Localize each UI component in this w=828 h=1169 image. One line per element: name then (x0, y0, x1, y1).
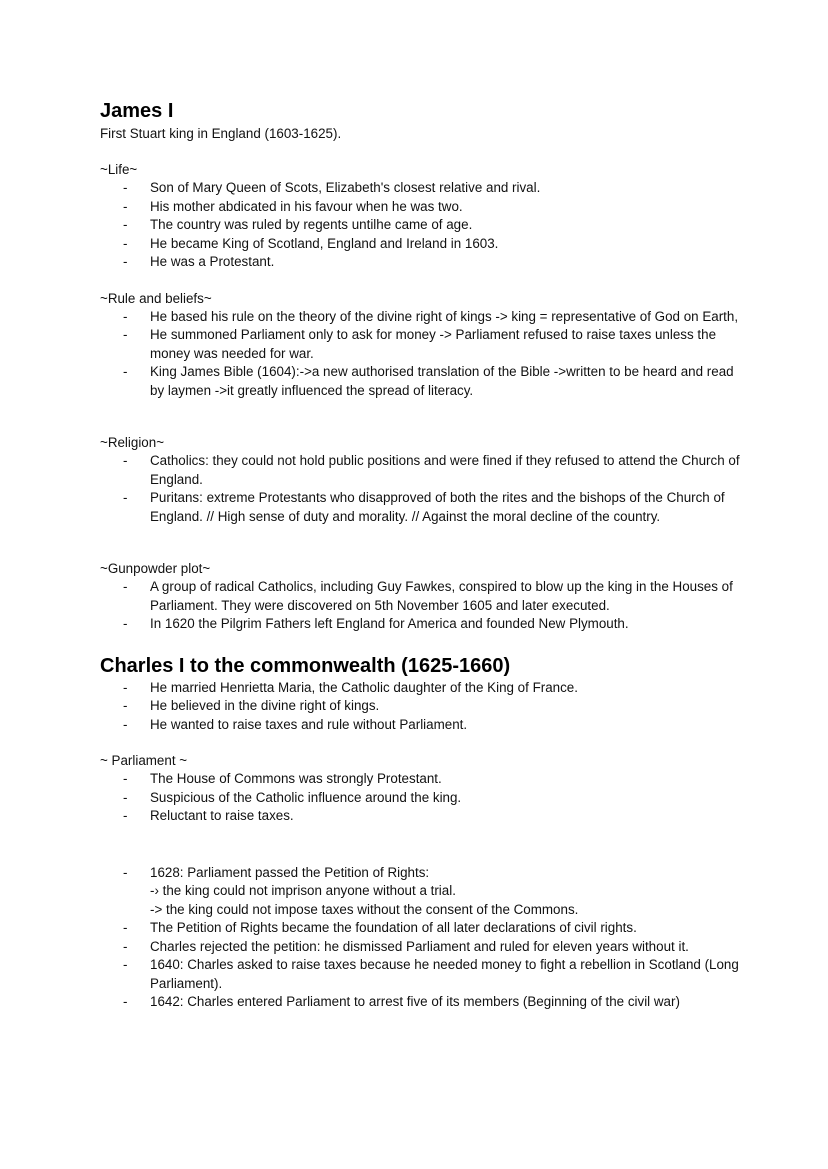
dash-marker: - (123, 308, 128, 324)
gunpowder-list (100, 578, 740, 634)
section-label-religion: ~Religion~ (100, 435, 165, 450)
dash-marker: - (123, 789, 128, 805)
document-page (100, 98, 740, 1012)
dash-marker: - (123, 579, 128, 594)
list-item: - He based his rule on the theory of the divine right of kings -> king = representative of God on Earth, (100, 308, 740, 327)
list-item: - Suspicious of the Catholic influence around the king. (100, 789, 740, 808)
list-item: - Charles rejected the petition: he dismissed Parliament and ruled for eleven years without it. (100, 938, 740, 957)
dash-marker: - (123, 235, 128, 251)
list-item: - Reluctant to raise taxes. (100, 807, 740, 826)
list-item: - The country was ruled by regents untilhe came of age. (100, 216, 740, 235)
dash-marker: - (123, 198, 128, 214)
list-item: - His mother abdicated in his favour when he was two. (100, 198, 740, 217)
list-item: - 1642: Charles entered Parliament to arrest five of its members (Beginning of the civil war) (100, 993, 740, 1012)
list-item: - He was a Protestant. (100, 253, 740, 272)
list-item: - He summoned Parliament only to ask for money -> Parliament refused to raise taxes unless the money was needed for war. (123, 327, 717, 361)
dash-marker: - (123, 490, 128, 505)
list-item: - Puritans: extreme Protestants who disapproved of both the rites and the bishops of the Church of England. // High sense of duty and morality. // Against the moral decline of the country. (123, 490, 725, 524)
list-item: - 1640: Charles asked to raise taxes because he needed money to fight a rebellion in Scotland (Long Parliament). (123, 957, 739, 991)
dash-marker: - (123, 864, 128, 880)
dash-marker: - (123, 327, 128, 342)
life-list (100, 179, 740, 272)
list-item: - Son of Mary Queen of Scots, Elizabeth's closest relative and rival. (100, 179, 740, 198)
heading-charles-i: Charles I to the commonwealth (1625-1660) (100, 654, 511, 677)
dash-marker: - (123, 771, 128, 786)
section-label-gunpowder: ~Gunpowder plot~ (100, 561, 211, 576)
charles-list (100, 679, 740, 735)
dash-marker: - (123, 217, 128, 232)
heading-james-i: James I (100, 100, 174, 122)
rule-list (100, 308, 740, 401)
dash-marker: - (123, 698, 128, 713)
dash-marker: - (123, 679, 128, 695)
dash-marker: - (123, 716, 128, 732)
list-item: - He married Henrietta Maria, the Catholic daughter of the King of France. (100, 679, 740, 698)
petition-sub-line: -› the king could not imprison anyone without a trial. (150, 883, 456, 898)
list-item (100, 864, 740, 920)
dash-marker: - (123, 938, 128, 954)
list-item: - The Petition of Rights became the foundation of all later declarations of civil rights. (100, 919, 740, 938)
list-item: - In 1620 the Pilgrim Fathers left England for America and founded New Plymouth. (100, 615, 740, 634)
list-item: - King James Bible (1604):->a new authorised translation of the Bible ->written to be heard and read by laymen ->it greatly influenced the spread of literacy. (123, 364, 734, 398)
events-list (100, 864, 740, 1012)
dash-marker: - (123, 920, 128, 935)
parliament-list (100, 770, 740, 826)
dash-marker: - (123, 180, 128, 195)
petition-line: 1628: Parliament passed the Petition of Rights: (150, 864, 430, 880)
list-item: - He believed in the divine right of kings. (100, 697, 740, 716)
section-label-parliament: ~ Parliament ~ (100, 753, 188, 768)
list-item: - The House of Commons was strongly Protestant. (100, 770, 740, 789)
list-item: - He wanted to raise taxes and rule without Parliament. (100, 716, 740, 735)
dash-marker: - (123, 364, 128, 379)
section-label-rule: ~Rule and beliefs~ (100, 290, 212, 306)
petition-sub-line: -> the king could not impose taxes without the consent of the Commons. (150, 901, 579, 917)
religion-list (100, 452, 740, 526)
list-item: - He became King of Scotland, England and Ireland in 1603. (100, 235, 740, 254)
section-label-life: ~Life~ (100, 162, 138, 177)
dash-marker: - (123, 453, 128, 468)
dash-marker: - (123, 994, 128, 1009)
dash-marker: - (123, 254, 128, 269)
james-subtitle: First Stuart king in England (1603-1625). (100, 126, 342, 141)
list-item: - Catholics: they could not hold public positions and were fined if they refused to attend the Church of England. (123, 453, 740, 487)
list-item: - A group of radical Catholics, including Guy Fawkes, conspired to blow up the king in the Houses of Parliament. They were discovered on 5th November 1605 and later executed. (123, 579, 733, 613)
dash-marker: - (123, 957, 128, 972)
dash-marker: - (123, 808, 128, 823)
dash-marker: - (123, 616, 128, 631)
